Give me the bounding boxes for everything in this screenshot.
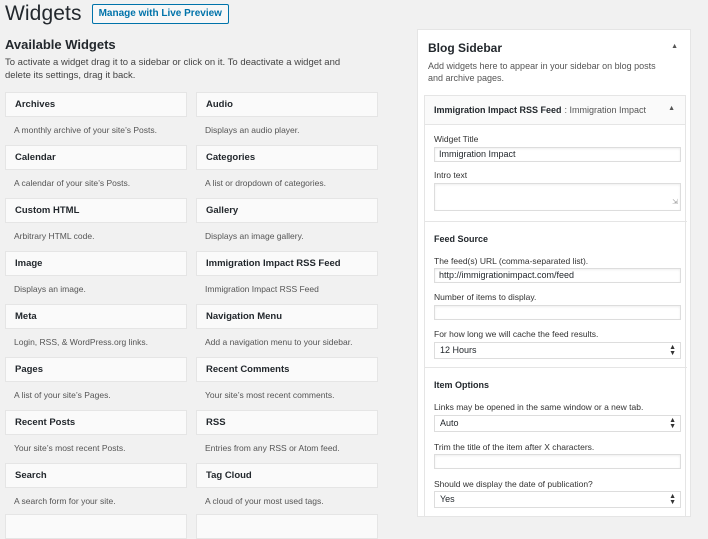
- widget-recent-posts[interactable]: [5, 410, 187, 453]
- cache-label: For how long we will cache the feed results.: [434, 329, 599, 339]
- widget-tag-cloud[interactable]: [196, 463, 378, 506]
- widget-title[interactable]: [196, 514, 378, 539]
- widget-description: A list or dropdown of categories.: [205, 178, 326, 188]
- widget-description: A calendar of your site’s Posts.: [14, 178, 131, 188]
- divider: [425, 221, 687, 222]
- widget-description: A search form for your site.: [14, 496, 116, 506]
- widget-gallery[interactable]: [196, 198, 378, 241]
- widget-title[interactable]: Immigration Impact RSS Feed: [196, 251, 378, 276]
- widget-description: Your site’s most recent Posts.: [14, 443, 126, 453]
- updown-caret-icon: ▲ ▼: [669, 417, 676, 430]
- widget-title-input[interactable]: Immigration Impact: [434, 147, 681, 162]
- widget-categories[interactable]: [196, 145, 378, 188]
- rss-widget-subtitle: : Immigration Impact: [564, 105, 647, 115]
- widget-title[interactable]: Image: [5, 251, 187, 276]
- widget-description: Your site’s most recent comments.: [205, 390, 335, 400]
- rss-widget-header[interactable]: [425, 96, 685, 125]
- available-widgets-title: Available Widgets: [5, 37, 116, 52]
- widget-immigration-impact-rss-feed[interactable]: [196, 251, 378, 294]
- widget-archives[interactable]: [5, 92, 187, 135]
- divider: [425, 367, 687, 368]
- page-title: Widgets: [5, 2, 82, 25]
- widget-search[interactable]: [5, 463, 187, 506]
- available-widgets-description: To activate a widget drag it to a sidebar or click on it. To deactivate a widget and delete its settings, drag it back.: [5, 57, 341, 81]
- widget-description: Displays an image gallery.: [205, 231, 304, 241]
- widget-description: Login, RSS, & WordPress.org links.: [14, 337, 149, 347]
- widget-partial[interactable]: [5, 514, 187, 539]
- widget-title[interactable]: Pages: [5, 357, 187, 382]
- widget-title-label: Widget Title: [434, 134, 479, 144]
- widget-description: A list of your site’s Pages.: [14, 390, 111, 400]
- link-target-label: Links may be opened in the same window or a new tab.: [434, 402, 644, 412]
- widget-image[interactable]: [5, 251, 187, 294]
- feed-url-label: The feed(s) URL (comma-separated list).: [434, 256, 589, 266]
- widget-audio[interactable]: [196, 92, 378, 135]
- arrow-up-icon[interactable]: ▲: [668, 105, 675, 112]
- blog-sidebar-panel: [417, 29, 691, 517]
- feed-url-input[interactable]: http://immigrationimpact.com/feed: [434, 268, 681, 283]
- cache-select[interactable]: [434, 342, 681, 359]
- widget-recent-comments[interactable]: [196, 357, 378, 400]
- trim-title-input[interactable]: [434, 454, 681, 469]
- cache-select-value: 12 Hours: [440, 345, 477, 355]
- widget-calendar[interactable]: [5, 145, 187, 188]
- widget-description: Displays an image.: [14, 284, 86, 294]
- link-target-select[interactable]: [434, 415, 681, 432]
- updown-caret-icon: ▲ ▼: [669, 493, 676, 506]
- widget-meta[interactable]: [5, 304, 187, 347]
- widget-title[interactable]: Tag Cloud: [196, 463, 378, 488]
- widget-custom-html[interactable]: [5, 198, 187, 241]
- widget-title[interactable]: Custom HTML: [5, 198, 187, 223]
- widget-title[interactable]: Search: [5, 463, 187, 488]
- widget-description: Immigration Impact RSS Feed: [205, 284, 319, 294]
- widget-description: Displays an audio player.: [205, 125, 300, 135]
- rss-feed-widget: [424, 95, 686, 517]
- widget-description: Add a navigation menu to your sidebar.: [205, 337, 353, 347]
- show-date-value: Yes: [440, 494, 455, 504]
- widget-title[interactable]: Navigation Menu: [196, 304, 378, 329]
- widget-title[interactable]: Categories: [196, 145, 378, 170]
- widget-title[interactable]: Calendar: [5, 145, 187, 170]
- widget-title[interactable]: RSS: [196, 410, 378, 435]
- items-count-input[interactable]: [434, 305, 681, 320]
- widget-partial[interactable]: [196, 514, 378, 539]
- widget-rss[interactable]: [196, 410, 378, 453]
- item-options-heading: Item Options: [434, 380, 490, 390]
- link-target-value: Auto: [440, 418, 459, 428]
- items-count-label: Number of items to display.: [434, 292, 537, 302]
- widget-title[interactable]: [5, 514, 187, 539]
- sidebar-description: Add widgets here to appear in your sidebar on blog posts and archive pages.: [428, 61, 656, 83]
- sidebar-title[interactable]: Blog Sidebar: [428, 41, 503, 55]
- widget-description: A cloud of your most used tags.: [205, 496, 324, 506]
- widget-navigation-menu[interactable]: [196, 304, 378, 347]
- feed-source-heading: Feed Source: [434, 234, 489, 244]
- widget-description: A monthly archive of your site’s Posts.: [14, 125, 157, 135]
- resize-grip-icon[interactable]: ⇲: [672, 199, 678, 206]
- widget-description: Arbitrary HTML code.: [14, 231, 95, 241]
- widget-title[interactable]: Recent Comments: [196, 357, 378, 382]
- widget-title[interactable]: Gallery: [196, 198, 378, 223]
- intro-text-label: Intro text: [434, 170, 468, 180]
- trim-title-label: Trim the title of the item after X characters.: [434, 442, 595, 452]
- widget-description: Entries from any RSS or Atom feed.: [205, 443, 340, 453]
- widget-title[interactable]: Archives: [5, 92, 187, 117]
- widget-title[interactable]: Recent Posts: [5, 410, 187, 435]
- updown-caret-icon: ▲ ▼: [669, 344, 676, 357]
- rss-widget-title: Immigration Impact RSS Feed: [434, 105, 562, 115]
- show-date-select[interactable]: [434, 491, 681, 508]
- widget-pages[interactable]: [5, 357, 187, 400]
- show-date-label: Should we display the date of publication?: [434, 479, 593, 489]
- widget-title[interactable]: Audio: [196, 92, 378, 117]
- manage-live-preview-button[interactable]: Manage with Live Preview: [92, 4, 229, 24]
- arrow-up-icon[interactable]: ▲: [671, 43, 678, 50]
- widget-title[interactable]: Meta: [5, 304, 187, 329]
- intro-text-textarea[interactable]: [434, 183, 681, 211]
- page-header: [5, 2, 229, 26]
